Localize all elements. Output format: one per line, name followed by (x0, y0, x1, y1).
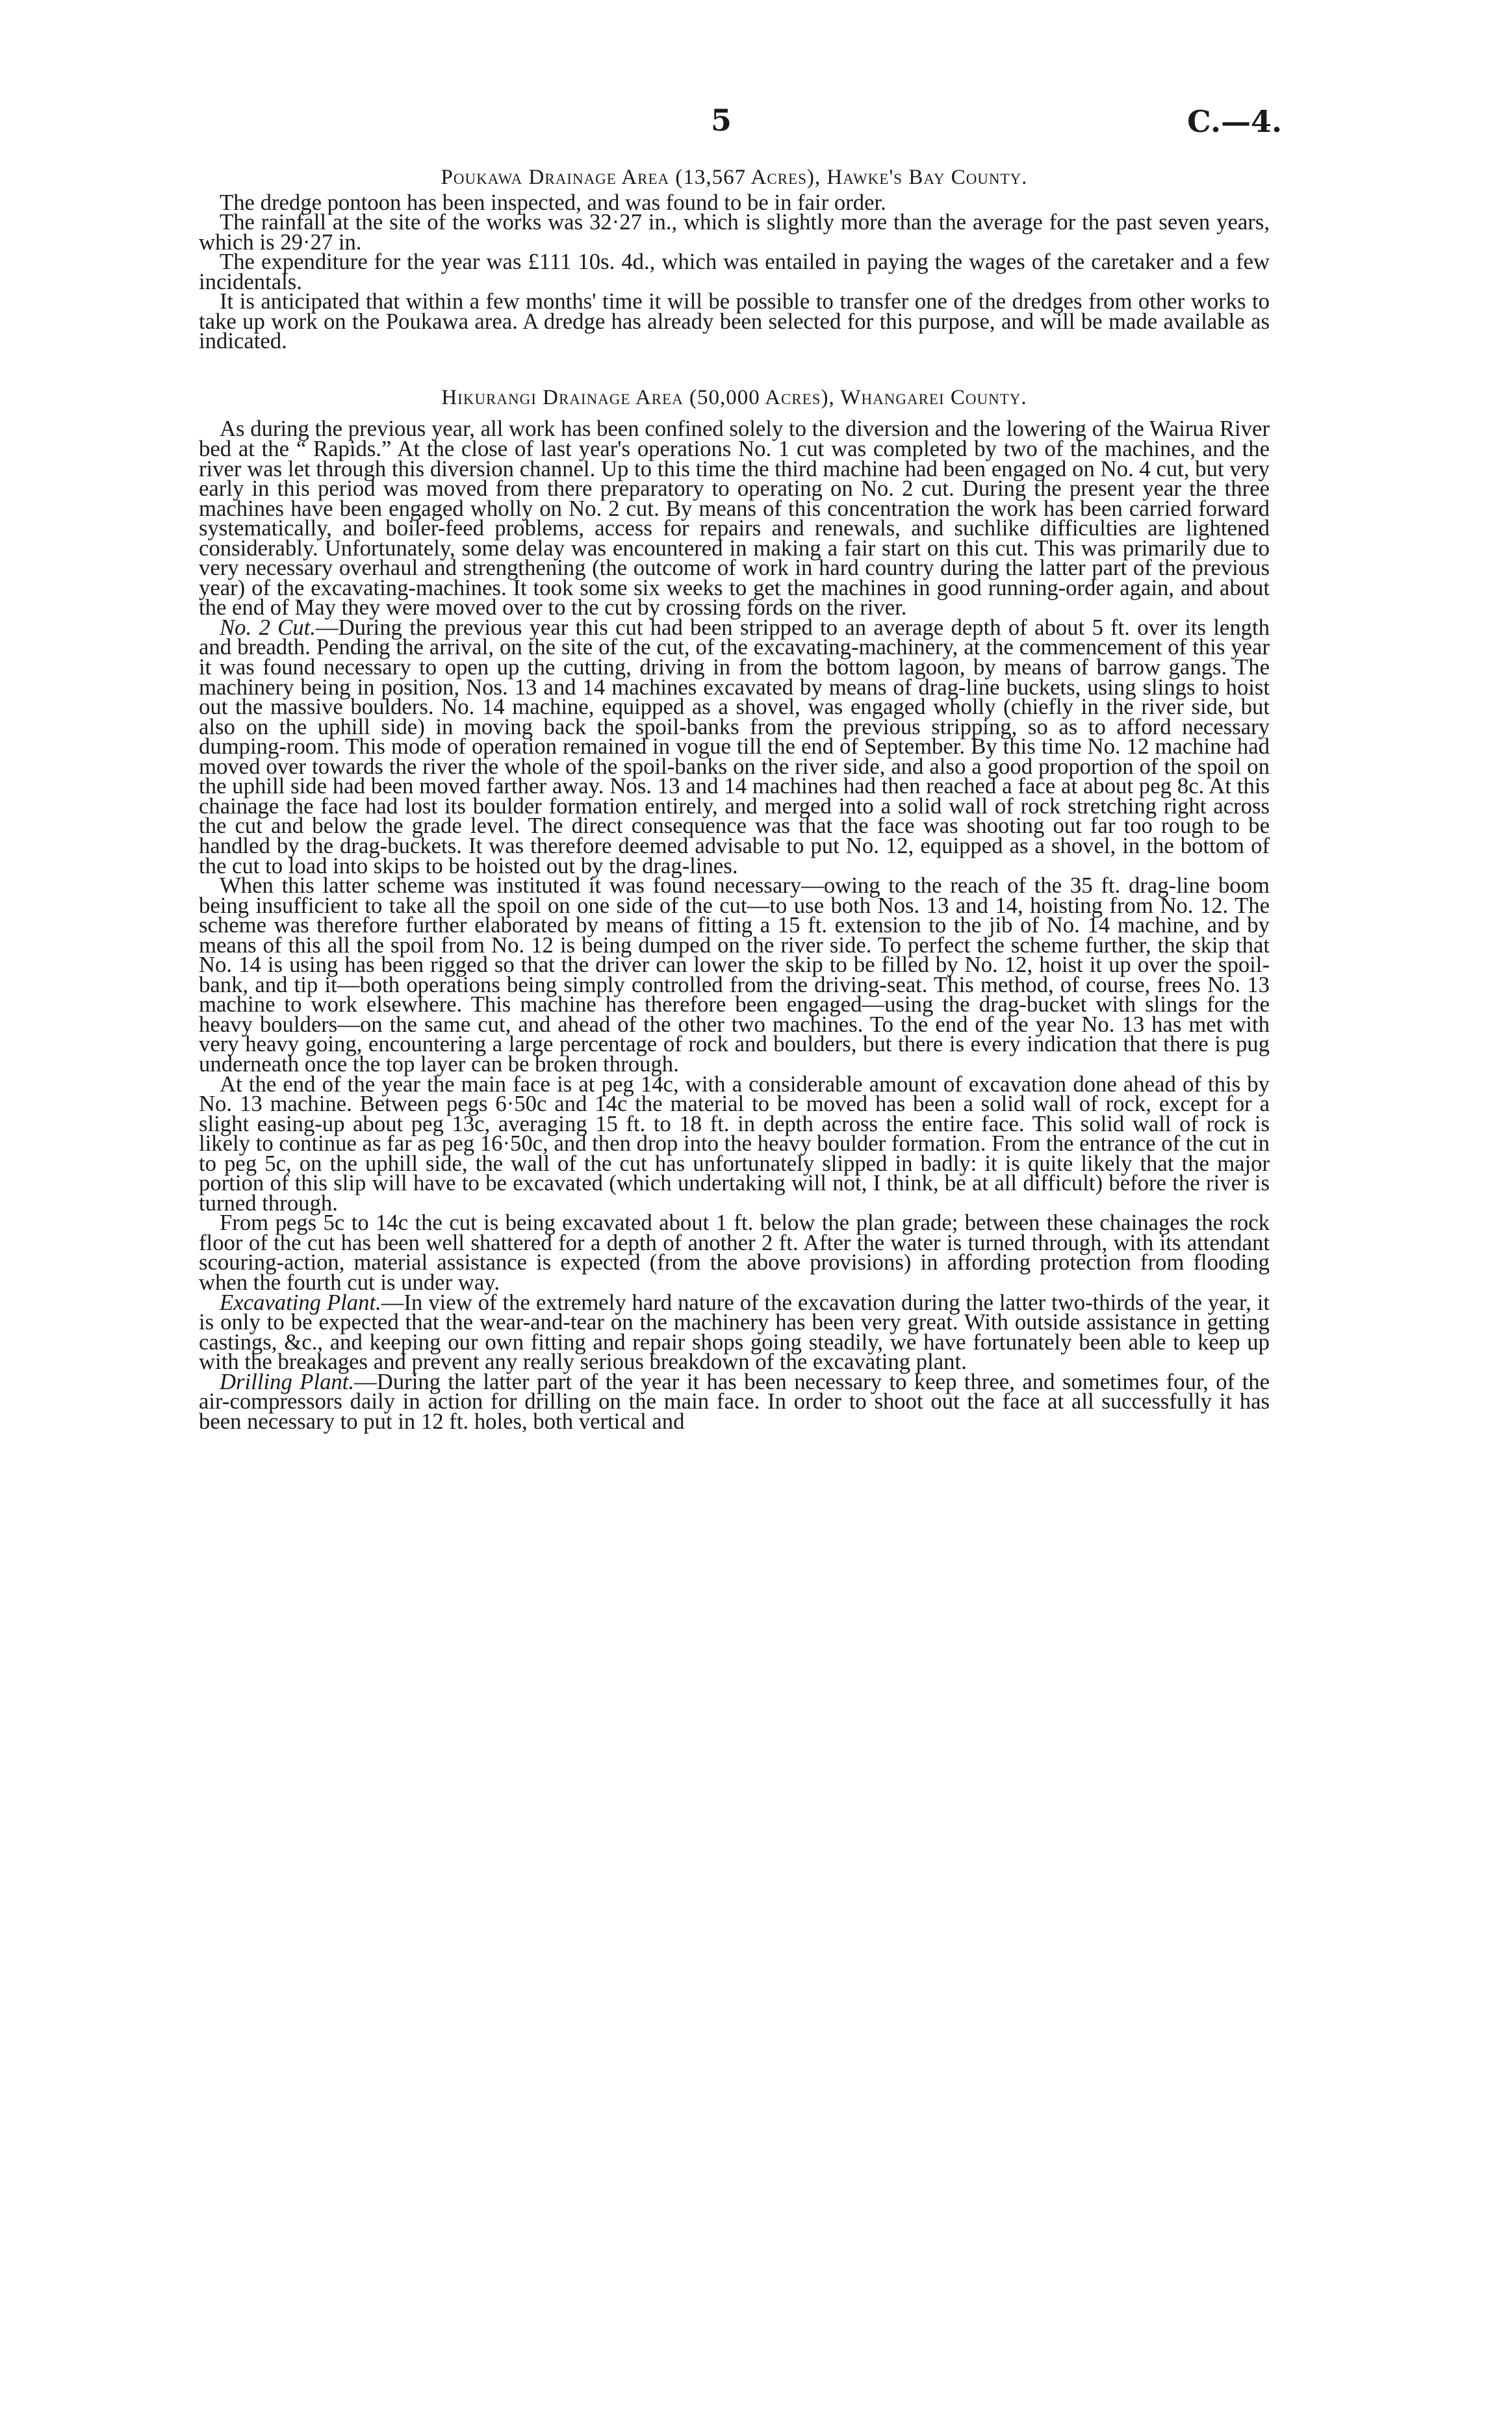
subheading-no2-cut: No. 2 Cut. (220, 614, 316, 640)
paragraph-text: —During the previous year this cut had been stripped to an average depth of about 5 ft. over its length and breadth. Pending the arrival, on the site of the cut, of the excavating-machinery, at the commencement of this year it was found necessary to open up the cutting, driving in from the bottom lagoon, by means of barrow gangs. The machinery being in position, Nos. 13 and 14 machines excavated by means of drag-line buckets, using slings to hoist out the massive boulders. No. 14 machine, equipped as a shovel, was engaged wholly (chiefly in the river side, but also on the uphill side) in moving back the spoil-banks from the previous stripping, so as to afford necessary dumping-room. This mode of operation remained in vogue till the end of September. By this time No. 12 machine had moved over towards the river the whole of the spoil-banks on the river side, and also a good proportion of the spoil on the uphill side had been moved farther away. Nos. 13 and 14 machines had then reached a face at about peg 8c. At this chainage the face had lost its boulder formation entirely, and merged into a solid wall of rock stretching right across the cut and below the grade level. The direct consequence was that the face was shooting out far too rough to be handled by the drag-buckets. It was therefore deemed advisable to put No. 12, equipped as a shovel, in the bottom of the cut to load into skips to be hoisted out by the drag-lines. (199, 614, 1270, 878)
paragraph-excavating-plant (199, 1289, 1270, 1375)
subheading-excavating-plant: Excavating Plant. (220, 1289, 381, 1315)
paragraph: As during the previous year, all work has been confined solely to the diversion and the lowering of the Wairua River bed at the “ Rapids.” At the close of last year's operations No. 1 cut was completed by two of the machines, and the river was let through this diversion channel. Up to this time the third machine had been engaged on No. 4 cut, but very early in this period was moved from there preparatory to operating on No. 2 cut. During the present year the three machines have been engaged wholly on No. 2 cut. By means of this concentration the work has been carried forward systematically, and boiler-feed problems, access for repairs and renewals, and suchlike difficulties are lightened considerably. Unfortunately, some delay was encountered in making a fair start on this cut. This was primarily due to very necessary overhaul and strengthening (the outcome of work in hard country during the latter part of the previous year) of the excavating-machines. It took some six weeks to get the machines in good running-order again, and about the end of May they were moved over to the cut by crossing fords on the river. (199, 416, 1270, 620)
document-reference: C.—4. (1187, 104, 1282, 139)
paragraph: At the end of the year the main face is at peg 14c, with a considerable amount of excavation done ahead of this by No. 13 machine. Between pegs 6·50c and 14c the material to be moved has been a solid wall of rock, except for a slight easing-up about peg 13c, averaging 15 ft. to 18 ft. in depth across the entire face. This solid wall of rock is likely to continue as far as peg 16·50c, and then drop into the heavy boulder formation. From the entrance of the cut in to peg 5c, on the uphill side, the wall of the cut has unfortunately slipped in badly: it is quite likely that the major portion of this slip will have to be excavated (which undertaking will not, I think, be at all difficult) before the river is turned through. (199, 1071, 1270, 1216)
paragraph: It is anticipated that within a few months' time it will be possible to transfer one of the dredges from other works to take up work on the Poukawa area. A dredge has already been selected for this purpose, and will be made available as indicated. (199, 288, 1270, 354)
body-text (199, 166, 1270, 1434)
paragraph-text: —During the latter part of the year it has been necessary to keep three, and sometimes four, of the air-compressors daily in action for drilling on the main face. In order to shoot out the face at all successfully it has been necessary to put in 12 ft. holes, both vertical and (199, 1368, 1270, 1434)
page-number: 5 (710, 103, 732, 138)
paragraph: The dredge pontoon has been inspected, and was found to be in fair order. (220, 189, 886, 215)
paragraph: The expenditure for the year was £111 10s. 4d., which was entailed in paying the wages of the caretaker and a few incidentals. (199, 249, 1270, 294)
subheading-drilling-plant: Drilling Plant. (220, 1368, 355, 1394)
section-heading-hikurangi: Hikurangi Drainage Area (50,000 Acres), Whangarei County. (441, 385, 1027, 409)
paragraph: When this latter scheme was instituted it was found necessary—owing to the reach of the 35 ft. drag-line boom being insufficient to take all the spoil on one side of the cut—to use both Nos. 13 and 14, hoisting from No. 12. The scheme was therefore further elaborated by means of fitting a 15 ft. extension to the jib of No. 14 machine, and by means of this all the spoil from No. 12 is being dumped on the river side. To perfect the scheme further, the skip that No. 14 is using has been rigged so that the driver can lower the skip to be filled by No. 12, hoist it up over the spoil-bank, and tip it—both operations being simply controlled from the driving-seat. This method, of course, frees No. 13 machine to work elsewhere. This machine has therefore been engaged—using the drag-bucket with slings for the heavy boulders—on the same cut, and ahead of the other two machines. To the end of the year No. 13 has met with very heavy going, encountering a large percentage of rock and boulders, but there is every indication that there is pug underneath once the top layer can be broken through. (199, 873, 1270, 1077)
paragraph-no2-cut (199, 614, 1270, 878)
paragraph: From pegs 5c to 14c the cut is being excavated about 1 ft. below the plan grade; between these chainages the rock floor of the cut has been well shattered for a depth of another 2 ft. After the water is turned through, with its attendant scouring-action, material assistance is expected (from the above provisions) in affording protection from flooding when the fourth cut is under way. (199, 1210, 1270, 1295)
section-heading-poukawa: Poukawa Drainage Area (13,567 Acres), Hawke's Bay County. (441, 166, 1028, 189)
paragraph-drilling-plant (199, 1368, 1270, 1434)
paragraph: The rainfall at the site of the works was 32·27 in., which is slightly more than the average for the past seven years, which is 29·27 in. (199, 209, 1270, 255)
paragraph-text: —In view of the extremely hard nature of the excavation during the latter two-thirds of the year, it is only to be expected that the wear-and-tear on the machinery has been very great. With outside assistance in getting castings, &c., and keeping our own fitting and repair shops going steadily, we have fortunately been able to keep up with the breakages and prevent any really serious breakdown of the excavating plant. (199, 1289, 1270, 1375)
